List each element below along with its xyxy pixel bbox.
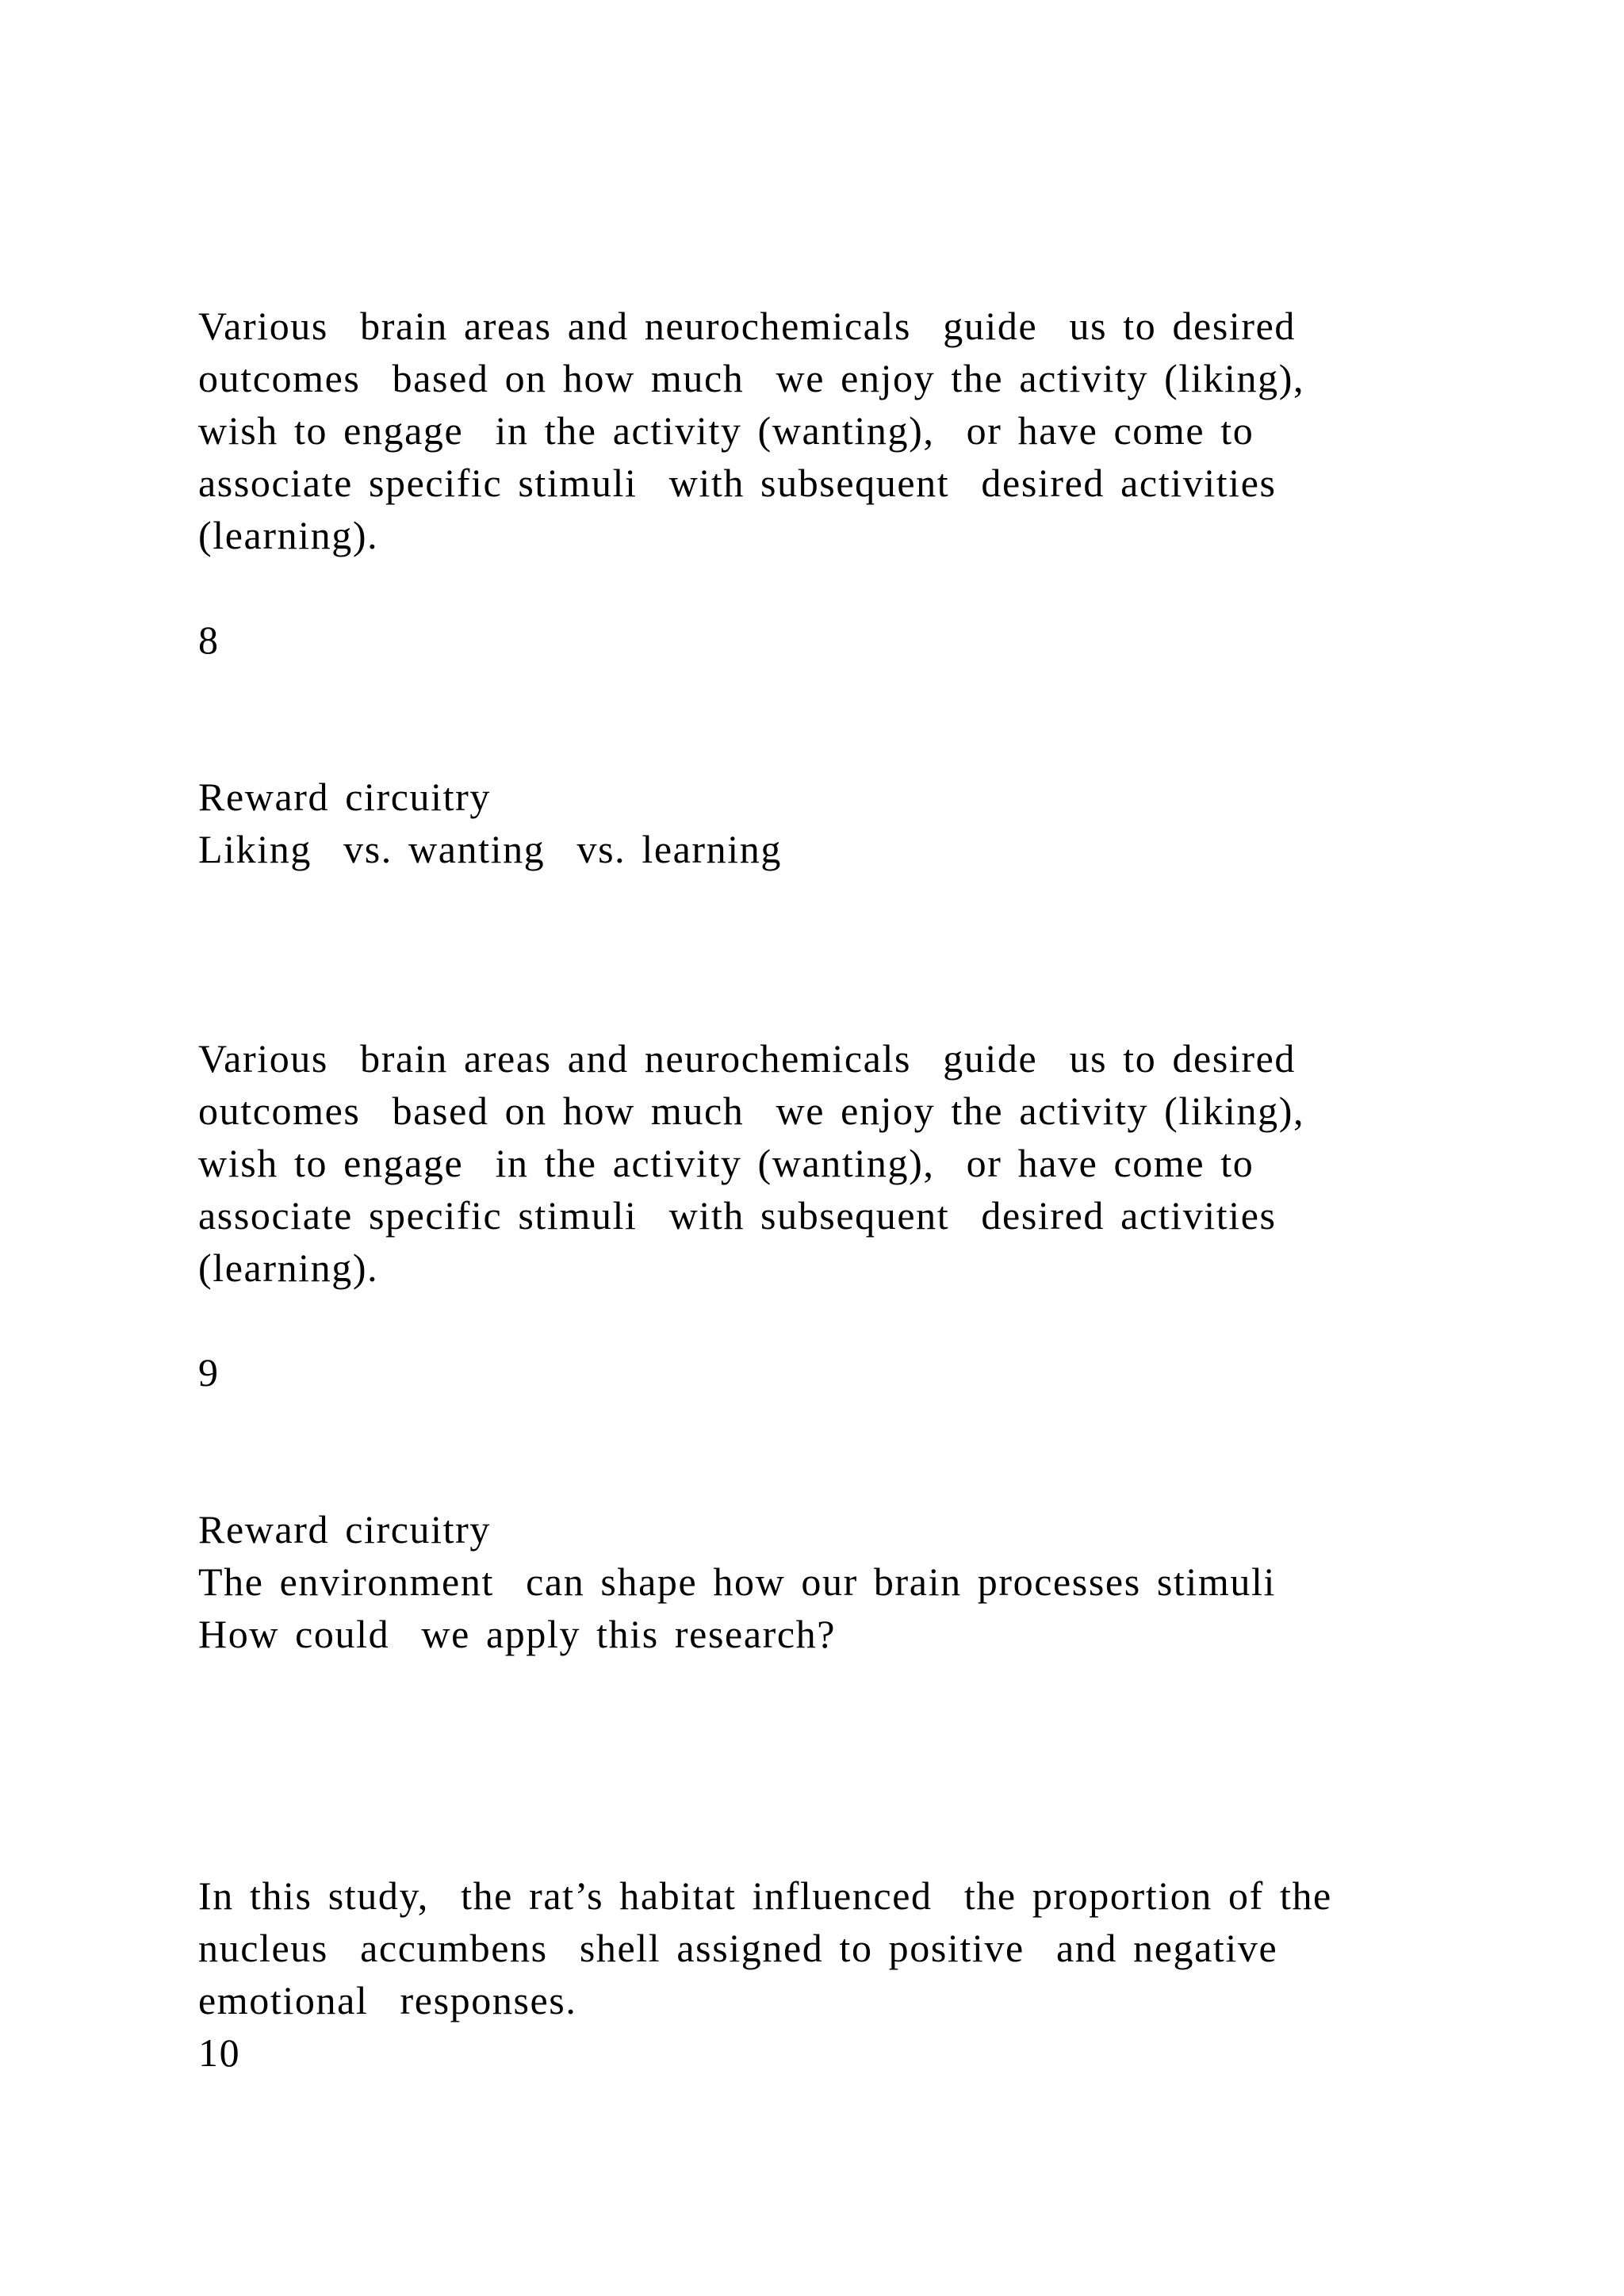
paragraph-line: outcomes based on how much we enjoy the activity (liking), [198,1089,1305,1133]
page-number: 10 [198,2030,241,2075]
slide-title: Reward circuitry [198,775,491,819]
slide-bullet: How could we apply this research? [198,1612,837,1656]
paragraph-line: (learning). [198,513,379,557]
paragraph-line: associate specific stimuli with subsequent desired activities [198,1193,1277,1238]
slide-bullet: The environment can shape how our brain processes stimuli [198,1559,1276,1604]
page-number: 9 [198,1350,220,1395]
paragraph-line: wish to engage in the activity (wanting), or have come to [198,408,1254,453]
paragraph-line: In this study, the rat’s habitat influenced the proportion of the [198,1873,1332,1918]
paragraph-line: Various brain areas and neurochemicals guide us to desired [198,304,1297,348]
paragraph-line: (learning). [198,1246,379,1290]
slide-title: Reward circuitry [198,1507,491,1552]
paragraph-line: emotional responses. [198,1978,577,2022]
paragraph-line: associate specific stimuli with subsequent desired activities [198,461,1277,505]
paragraph-line: nucleus accumbens shell assigned to positive and negative [198,1926,1278,1970]
paragraph-line: wish to engage in the activity (wanting), or have come to [198,1141,1254,1185]
paragraph-line: Various brain areas and neurochemicals guide us to desired [198,1036,1297,1081]
paragraph-line: outcomes based on how much we enjoy the activity (liking), [198,356,1305,400]
slide-bullet: Liking vs. wanting vs. learning [198,827,782,871]
page-number: 8 [198,618,220,662]
